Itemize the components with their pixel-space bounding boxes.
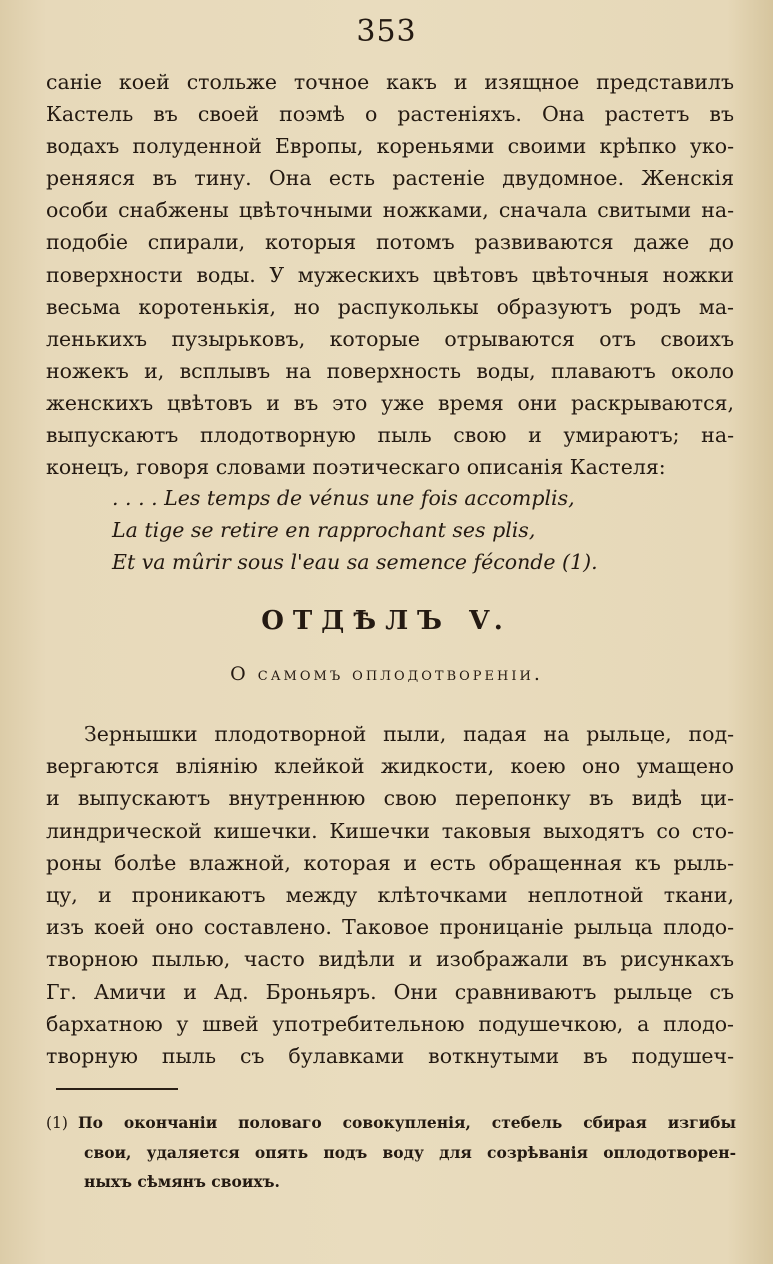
text-line: Зернышки плодотворной пыли, падая на рыльце, под-: [84, 722, 734, 746]
text-line: ленькихъ пузырьковъ, которые отрываются отъ своихъ: [46, 326, 734, 351]
footnote-line: ныхъ сѣмянъ своихъ.: [84, 1172, 280, 1191]
page-number: 353: [356, 14, 417, 49]
text-line: особи снабжены цвѣточными ножками, сначала свитыми на-: [46, 198, 734, 223]
text-line: ножекъ и, всплывъ на поверхность воды, плаваютъ около: [46, 358, 734, 383]
section-subtitle: О самомъ оплодотвореніи.: [230, 663, 543, 685]
text-line: выпускаютъ плодотворную пыль свою и умираютъ; на-: [46, 423, 734, 448]
text-line: роны болѣе влажной, которая и есть обращенная къ рыль-: [46, 850, 734, 875]
verse-line: La tige se retire en rapprochant ses plis,: [112, 518, 536, 542]
paragraph-continued: [46, 66, 734, 483]
text-line: подобіе спирали, которыя потомъ развиваются даже до: [46, 230, 734, 255]
text-line: женскихъ цвѣтовъ и въ это уже время они раскрываются,: [46, 390, 734, 415]
text-line: реняяся въ тину. Она есть растеніе двудомное. Женскія: [46, 166, 734, 191]
text-line: цу, и проникаютъ между клѣточками неплотной ткани,: [46, 883, 734, 908]
paragraph-section-v: [46, 718, 734, 1072]
french-verse-quote: [112, 482, 732, 578]
text-line: саніе коей стольже точное какъ и изящное представилъ: [46, 70, 734, 94]
text-line: линдрической кишечки. Кишечки таковыя выходятъ со сто-: [46, 818, 734, 843]
footnote-line: свои, удаляется опять подъ воду для созрѣванія оплодотворен-: [84, 1143, 736, 1162]
text-line: изъ коей оно составлено. Таковое проницаніе рыльца плодо-: [46, 915, 734, 940]
text-line: весьма коротенькія, но распуколькы образуютъ родъ ма-: [46, 294, 734, 319]
text-line: бархатною у швей употребительною подушечкою, а плодо-: [46, 1011, 734, 1036]
text-line: Гг. Амичи и Ад. Броньяръ. Они сравниваютъ рыльце съ: [46, 979, 734, 1004]
verse-line: . . . . Les temps de vénus une fois accomplis,: [112, 486, 575, 510]
text-line: творную пыль съ булавками воткнутыми въ подушеч-: [46, 1044, 734, 1069]
text-line: поверхности воды. У мужескихъ цвѣтовъ цвѣточныя ножки: [46, 262, 734, 287]
text-line: водахъ полуденной Европы, кореньями своими крѣпко уко-: [46, 134, 734, 159]
footnote-line: [46, 1108, 736, 1138]
text-line: Кастель въ своей поэмѣ о растеніяхъ. Она растетъ въ: [46, 102, 734, 127]
footnote-divider: [56, 1088, 178, 1090]
footnote: [46, 1108, 736, 1196]
text-line: и выпускаютъ внутреннюю свою перепонку въ видѣ ци-: [46, 786, 734, 811]
text-line: конецъ, говоря словами поэтическаго описанія Кастеля:: [46, 455, 666, 480]
footnote-marker: (1): [46, 1114, 68, 1132]
text-line: вергаются вліянію клейкой жидкости, коею оно умащено: [46, 754, 734, 779]
footnote-text: По окончаніи половаго совокупленія, стебель сбирая изгибы: [77, 1113, 736, 1132]
section-heading: ОТДѢЛЪ V.: [261, 606, 512, 636]
text-line: творною пылью, часто видѣли и изображали въ рисункахъ: [46, 947, 734, 972]
verse-line: Et va mûrir sous l'eau sa semence féconde (1).: [112, 550, 598, 574]
